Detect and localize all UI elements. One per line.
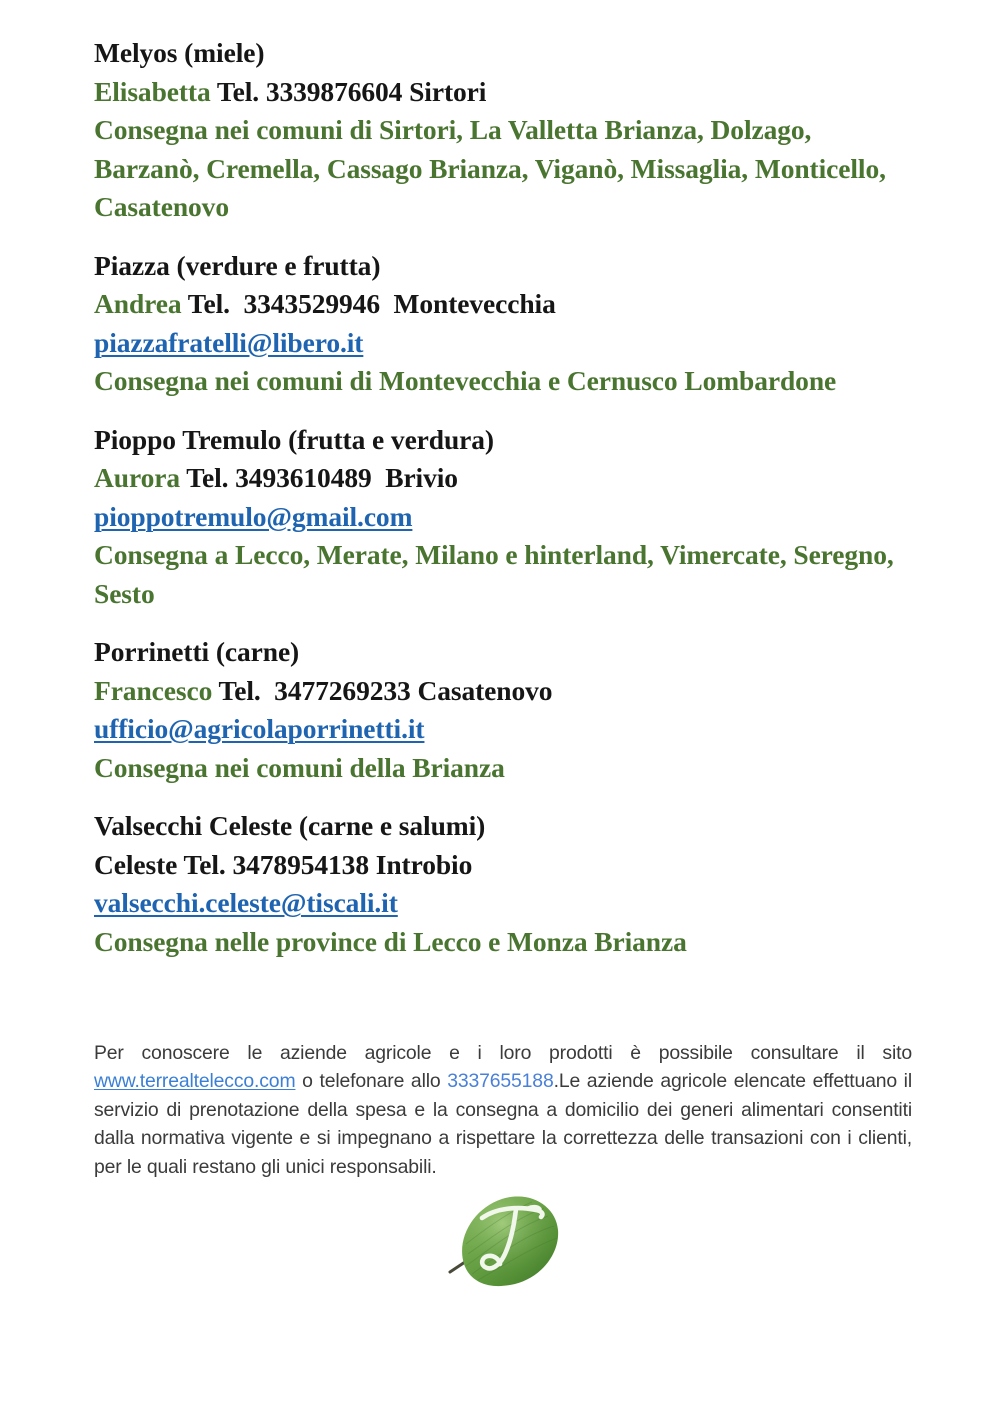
producer-delivery: Consegna a Lecco, Merate, Milano e hinterland, Vimercate, Seregno, Sesto xyxy=(94,539,901,609)
producer-entry xyxy=(94,34,914,227)
producer-heading: Valsecchi Celeste (carne e salumi) xyxy=(94,810,486,841)
contact-phone-town: Tel. 3477269233 Casatenovo xyxy=(212,674,553,706)
producer-entry xyxy=(94,807,914,961)
producer-delivery: Consegna nelle province di Lecco e Monza Brianza xyxy=(94,925,687,957)
footer-text-part3: .Le aziende agricole elencate effettuano il servizio di prenotazione della spesa e la consegna a domicilio dei generi alimentari consentiti dalla normativa vigente e si impegnano a rispettare la correttezza delle transazioni con i clienti, per le quali restano gli unici responsabili. xyxy=(94,1070,912,1178)
contact-name: Aurora xyxy=(94,462,180,493)
leaf-logo-icon xyxy=(444,1192,568,1296)
producer-heading: Pioppo Tremulo (frutta e verdura) xyxy=(94,423,494,455)
website-link[interactable]: www.terrealtelecco.com xyxy=(94,1070,296,1093)
footer-note xyxy=(94,1039,912,1181)
producer-list xyxy=(94,34,914,961)
producer-heading: Piazza (verdure e frutta) xyxy=(94,249,381,281)
email-link[interactable]: piazzafratelli@libero.it xyxy=(94,326,364,358)
leaf-logo xyxy=(444,1192,568,1296)
producer-contact-line xyxy=(94,459,914,498)
contact-phone-town: Tel. 3493610489 Brivio xyxy=(179,462,458,493)
producer-contact-line xyxy=(94,285,914,324)
contact-name: Francesco xyxy=(94,674,213,706)
producer-entry xyxy=(94,633,914,787)
footer-text-part2: o telefonare allo xyxy=(295,1070,448,1093)
contact-name: Elisabetta xyxy=(94,75,211,107)
producer-delivery: Consegna nei comuni di Sirtori, La Valletta Brianza, Dolzago, Barzanò, Cremella, Cassago Brianza, Viganò, Missaglia, Monticello, Casatenovo xyxy=(94,114,893,222)
footer-phone-number: 3337655188 xyxy=(447,1070,554,1093)
contact-phone-town: Tel. 3339876604 Sirtori xyxy=(210,75,487,107)
email-link[interactable]: pioppotremulo@gmail.com xyxy=(94,500,413,532)
producer-delivery: Consegna nei comuni della Brianza xyxy=(94,751,505,783)
contact-phone-town: Celeste Tel. 3478954138 Introbio xyxy=(94,848,473,880)
contact-name: Andrea xyxy=(94,288,182,319)
producer-email-line xyxy=(94,884,914,923)
producer-contact-line xyxy=(94,846,914,885)
producer-entry xyxy=(94,421,914,614)
contact-phone-town: Tel. 3343529946 Montevecchia xyxy=(181,288,556,319)
producer-contact-line xyxy=(94,73,914,112)
producer-email-line xyxy=(94,324,914,363)
footer-text-part1: Per conoscere le aziende agricole e i loro prodotti è possibile consultare il sito xyxy=(94,1042,912,1064)
producer-entry xyxy=(94,247,914,401)
producer-heading: Melyos (miele) xyxy=(94,37,265,68)
producer-heading: Porrinetti (carne) xyxy=(94,636,300,667)
producer-contact-line xyxy=(94,672,914,711)
producer-email-line xyxy=(94,710,914,749)
email-link[interactable]: ufficio@agricolaporrinetti.it xyxy=(94,713,425,744)
email-link[interactable]: valsecchi.celeste@tiscali.it xyxy=(94,887,398,918)
producer-delivery: Consegna nei comuni di Montevecchia e Cernusco Lombardone xyxy=(94,365,837,396)
producer-email-line xyxy=(94,498,914,537)
